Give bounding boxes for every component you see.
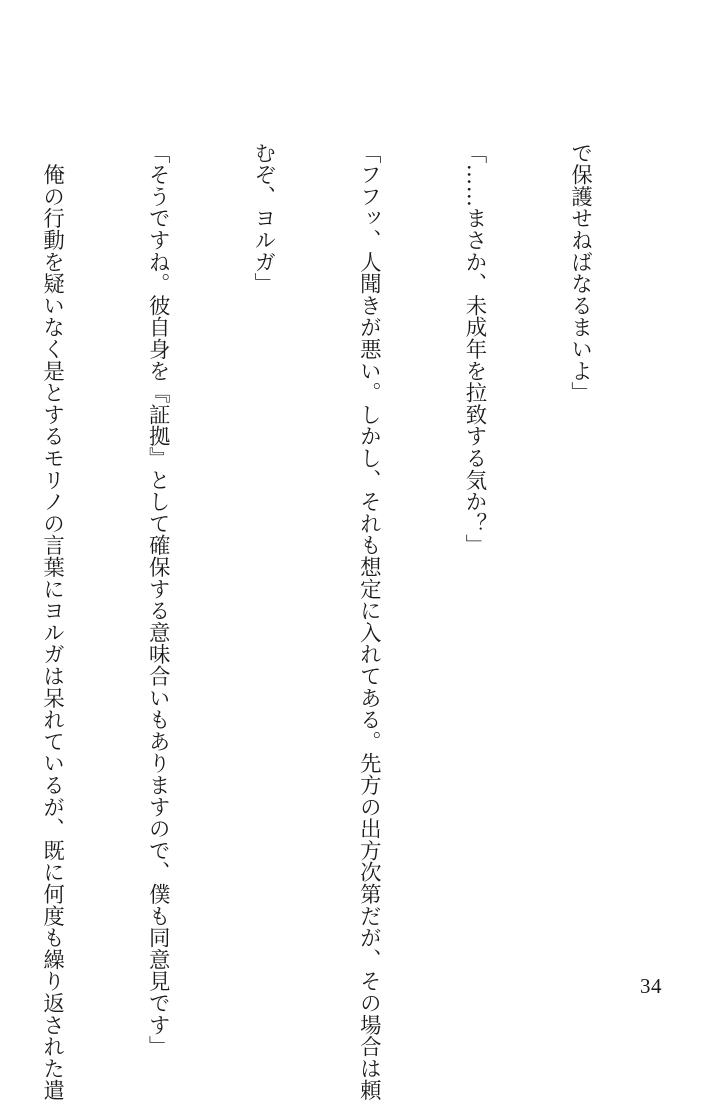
text-line: むぞ、ヨルガ」 [250,142,276,295]
text-line: 「……まさか、未成年を拉致する気か？」 [461,142,487,557]
text-line: 俺の行動を疑いなく是とするモリノの言葉にヨルガは呆れているが、既に何度も繰り返された遣 [39,142,65,1101]
text-line: で保護せねばなるまいよ」 [567,142,593,404]
text-line: 「そうですね。彼自身を『証拠』として確保する意味合いもありますので、僕も同意見です」 [145,142,171,1058]
text-line: 「フフッ、人聞きが悪い。しかし、それも想定に入れてある。先方の出方次第だが、その場合は頼 [356,142,382,1101]
page-number: 34 [640,974,662,998]
